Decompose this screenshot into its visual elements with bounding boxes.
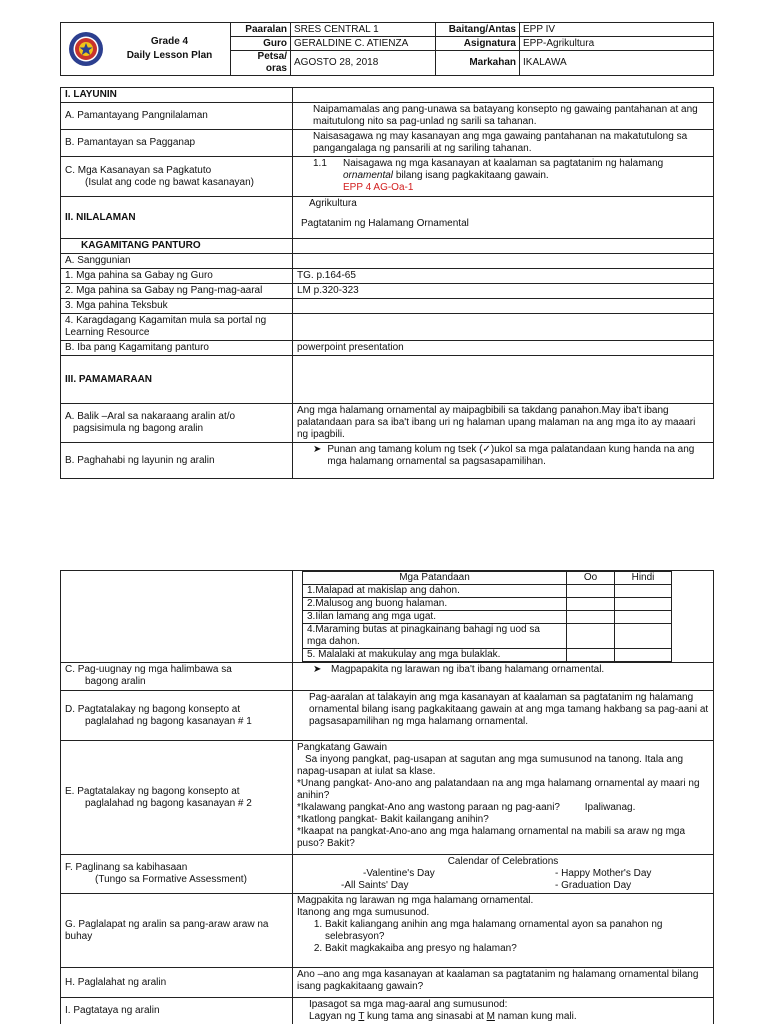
- purpose-cell: [293, 443, 714, 479]
- checklist-yes-box[interactable]: [567, 585, 615, 598]
- application-question: 1. Bakit kaliangang anihin ang mga halamang ornamental ayon sa panahon ng selebrasyon?: [325, 919, 709, 943]
- mastery-label-line2: (Tungo sa Formative Assessment): [95, 874, 247, 885]
- evaluation-line2: [309, 1011, 709, 1023]
- application-cell: [293, 894, 714, 968]
- school-label: Paaralan: [231, 23, 291, 37]
- quarter-label: Markahan: [436, 51, 520, 76]
- checklist-row: 2.Malusog ang buong halaman.: [303, 598, 567, 611]
- discussion1-label: [61, 691, 293, 741]
- grade-level-label: Baitang/Antas: [436, 23, 520, 37]
- group-activity-q4: *Ikaapat na pangkat-Ano-ano ang mga halamang ornamental na mabili sa araw ng mga puso? Bakit?: [297, 826, 686, 849]
- examples-label: [61, 663, 293, 691]
- application-line2: Itanong ang mga sumusunod.: [297, 907, 430, 918]
- sec3-title: III. PAMAMARAAN: [61, 356, 293, 404]
- checklist-yes-box[interactable]: [567, 611, 615, 624]
- group-activity-q2: *Ikalawang pangkat-Ano ang wastong paraan ng pag-aani?: [297, 802, 560, 813]
- checklist-no-box[interactable]: [615, 624, 672, 649]
- evaluation-t-letter: T: [358, 1011, 365, 1022]
- purpose-label: B. Paghahabi ng layunin ng aralin: [61, 443, 293, 479]
- competency-code: EPP 4 AG-Oa-1: [343, 182, 414, 193]
- checklist-no-box[interactable]: [615, 585, 672, 598]
- checklist-no-box[interactable]: [615, 611, 672, 624]
- arrow-bullet-icon: ➤: [313, 664, 322, 675]
- arrow-bullet-icon: ➤: [313, 444, 322, 455]
- checklist-yes-box[interactable]: [567, 624, 615, 649]
- learner-material-value: LM p.320-323: [293, 284, 714, 299]
- competencies-text: [293, 157, 714, 197]
- content-standard-label: A. Pamantayang Pangnilalaman: [61, 103, 293, 130]
- checklist-row: 1.Malapad at makislap ang dahon.: [303, 585, 567, 598]
- examples-text: Magpapakita ng larawan ng iba't ibang halamang ornamental.: [331, 664, 605, 675]
- checklist-no-box[interactable]: [615, 649, 672, 662]
- teacher-label: Guro: [231, 37, 291, 51]
- examples-label-line2: bagong aralin: [85, 676, 146, 687]
- materials-title: KAGAMITANG PANTURO: [61, 239, 293, 254]
- checklist-row: 5. Malalaki at makukulay ang mga bulaklak.: [303, 649, 567, 662]
- calendar-cell: [293, 855, 714, 894]
- date-value: AGOSTO 28, 2018: [291, 51, 436, 76]
- checklist-yes-box[interactable]: [567, 598, 615, 611]
- review-label-line1: A. Balik –Aral sa nakaraang aralin at/o: [65, 411, 236, 422]
- examples-label-line1: C. Pag-uugnay ng mga halimbawa sa: [65, 664, 232, 675]
- calendar-title: Calendar of Celebrations: [447, 856, 559, 867]
- group-activity-q2-row: [297, 802, 709, 814]
- evaluation-cell: [293, 998, 714, 1024]
- review-text: Ang mga halamang ornamental ay maipagbibili sa takdang panahon.May iba't ibang palatandaan para sa iba't ibang uri ng halaman upang malaman na ang mga ito ay maaari ng ipagbili.: [293, 404, 714, 443]
- generalization-label: H. Paglalahat ng aralin: [61, 968, 293, 998]
- discussion1-text: Pag-aaralan at talakayin ang mga kasanayan at kaalaman sa pagtatanim ng halamang ornamental bilang isang pagkakitaang gawain at ang mga tamang hakbang sa pag-aani at pagsasapamilihan ng mga halamang ornamental.: [293, 691, 714, 741]
- discussion1-label-line1: D. Pagtatalakay ng bagong konsepto at: [65, 703, 241, 715]
- review-label: [61, 404, 293, 443]
- content-cell: [293, 197, 714, 239]
- references-blank: [293, 254, 714, 269]
- competency-number: 1.1: [313, 158, 327, 169]
- subject-value: EPP-Agrikultura: [520, 37, 714, 51]
- checklist-table: [302, 571, 672, 662]
- references-label: A. Sanggunian: [61, 254, 293, 269]
- teacher-guide-value: TG. p.164-65: [293, 269, 714, 284]
- checklist-header-yes: Oo: [567, 572, 615, 585]
- content-standard-text: Naipamamalas ang pang-unawa sa batayang konsepto ng gawaing pantahanan at ang maitutulong nito sa pag-unlad ng sarili sa tahanan.: [293, 103, 714, 130]
- examples-cell: [293, 663, 714, 691]
- competencies-label: [61, 157, 293, 197]
- evaluation-text-c: naman kung mali.: [497, 1011, 577, 1022]
- sec2-title: II. NILALAMAN: [61, 197, 293, 239]
- evaluation-m-letter: M: [486, 1011, 495, 1022]
- textbook-blank: [293, 299, 714, 314]
- checklist-header-signs: Mga Patandaan: [303, 572, 567, 585]
- materials-blank: [293, 239, 714, 254]
- review-label-line2: pagsisimula ng bagong aralin: [73, 423, 204, 434]
- lesson-table-part2: [60, 570, 714, 1024]
- calendar-list: [297, 868, 709, 892]
- calendar-item: -Valentine's Day: [363, 868, 435, 879]
- group-activity-q1: *Unang pangkat- Ano-ano ang palatandaan na ang mga halamang ornamental ay maari ng anihin?: [297, 778, 700, 801]
- content-subject: Agrikultura: [309, 198, 357, 209]
- discussion2-label-line1: E. Pagtatalakay ng bagong konsepto at: [65, 785, 240, 797]
- group-activity-intro: Sa inyong pangkat, pag-usapan at sagutan ang mga sumusunod na tanong. Itala ang napag-usapan at iulat sa klase.: [297, 754, 684, 777]
- subject-label: Asignatura: [436, 37, 520, 51]
- mastery-label: [61, 855, 293, 894]
- header-table: [60, 22, 714, 76]
- quarter-value: IKALAWA: [520, 51, 714, 76]
- sec1-title: I. LAYUNIN: [61, 88, 293, 103]
- seal-grade-cell: [61, 23, 231, 76]
- lr-portal-label: 4. Karagdagang Kagamitan mula sa portal ng Learning Resource: [61, 314, 293, 341]
- date-label: Petsa/ oras: [231, 51, 291, 76]
- purpose-text: Punan ang tamang kolum ng tsek (✓)ukol sa mga palatandaan kung handa na ang mga halamang ornamental sa pagsasapamilihan.: [327, 444, 695, 467]
- competency-text-italic: ornamental: [343, 170, 394, 181]
- evaluation-label: I. Pagtataya ng aralin: [61, 998, 293, 1024]
- content-topic: Pagtatanim ng Halamang Ornamental: [301, 218, 469, 229]
- group-activity-q2-explain: Ipaliwanag.: [584, 802, 636, 813]
- evaluation-line1: Ipasagot sa mga mag-aaral ang sumusunod:: [309, 999, 508, 1010]
- checklist-row: 3.Iilan lamang ang mga ugat.: [303, 611, 567, 624]
- competencies-label-line2: (Isulat ang code ng bawat kasanayan): [85, 176, 254, 188]
- checklist-row: 4.Maraming butas at pinagkainang bahagi ng uod sa mga dahon.: [303, 624, 567, 649]
- calendar-item: - Happy Mother's Day: [555, 868, 652, 879]
- teacher-value: GERALDINE C. ATIENZA: [291, 37, 436, 51]
- grade-level-value: EPP IV: [520, 23, 714, 37]
- competencies-label-line1: C. Mga Kasanayan sa Pagkatuto: [65, 164, 212, 176]
- checklist-left-blank: [61, 571, 293, 663]
- school-value: SRES CENTRAL 1: [291, 23, 436, 37]
- checklist-header-no: Hindi: [615, 572, 672, 585]
- evaluation-text-b: kung tama ang sinasabi at: [367, 1011, 484, 1022]
- evaluation-text-a: Lagyan ng: [309, 1011, 356, 1022]
- other-materials-label: B. Iba pang Kagamitang panturo: [61, 341, 293, 356]
- lr-portal-blank: [293, 314, 714, 341]
- group-activity-cell: [293, 741, 714, 855]
- discussion2-label: [61, 741, 293, 855]
- competency-text-part1: Naisagawa ng mga kasanayan at kaalaman sa pagtatanim ng halamang: [343, 158, 664, 169]
- application-question: 2. Bakit magkakaiba ang presyo ng halaman?: [325, 943, 709, 955]
- textbook-label: 3. Mga pahina Teksbuk: [61, 299, 293, 314]
- checklist-no-box[interactable]: [615, 598, 672, 611]
- calendar-item: -All Saints' Day: [341, 880, 409, 891]
- grade-label: Grade 4: [150, 36, 189, 47]
- application-line1: Magpakita ng larawan ng mga halamang ornamental.: [297, 895, 534, 906]
- group-activity-title: Pangkatang Gawain: [297, 742, 388, 753]
- teacher-guide-label: 1. Mga pahina sa Gabay ng Guro: [61, 269, 293, 284]
- sec3-blank: [293, 356, 714, 404]
- application-label: G. Paglalapat ng aralin sa pang-araw araw na buhay: [61, 894, 293, 968]
- other-materials-value: powerpoint presentation: [293, 341, 714, 356]
- learner-material-label: 2. Mga pahina sa Gabay ng Pang-mag-aaral: [61, 284, 293, 299]
- application-questions: [325, 919, 709, 955]
- checklist-cell: [293, 571, 714, 663]
- sec1-title-blank: [293, 88, 714, 103]
- checklist-yes-box[interactable]: [567, 649, 615, 662]
- performance-standard-text: Naisasagawa ng may kasanayan ang mga gawaing pantahanan na makatutulong sa pangangalaga ng pansarili at ng sariling tahanan.: [293, 130, 714, 157]
- competency-text-part2: bilang isang pagkakitaang gawain.: [395, 170, 549, 181]
- deped-seal-icon: [68, 31, 104, 67]
- lesson-table-part1: [60, 87, 714, 479]
- discussion2-label-line2: paglalahad ng bagong kasanayan # 2: [85, 797, 252, 809]
- group-activity-q3: *Ikatlong pangkat- Bakit kailangang anihin?: [297, 814, 489, 825]
- discussion1-label-line2: paglalahad ng bagong kasanayan # 1: [85, 715, 252, 727]
- generalization-text: Ano –ano ang mga kasanayan at kaalaman sa pagtatanim ng halamang ornamental bilang isang pagkakitaang gawain?: [293, 968, 714, 998]
- performance-standard-label: B. Pamantayan sa Pagganap: [61, 130, 293, 157]
- calendar-item: - Graduation Day: [555, 880, 632, 891]
- plan-label: Daily Lesson Plan: [126, 50, 213, 61]
- mastery-label-line1: F. Paglinang sa kabihasaan: [65, 862, 188, 873]
